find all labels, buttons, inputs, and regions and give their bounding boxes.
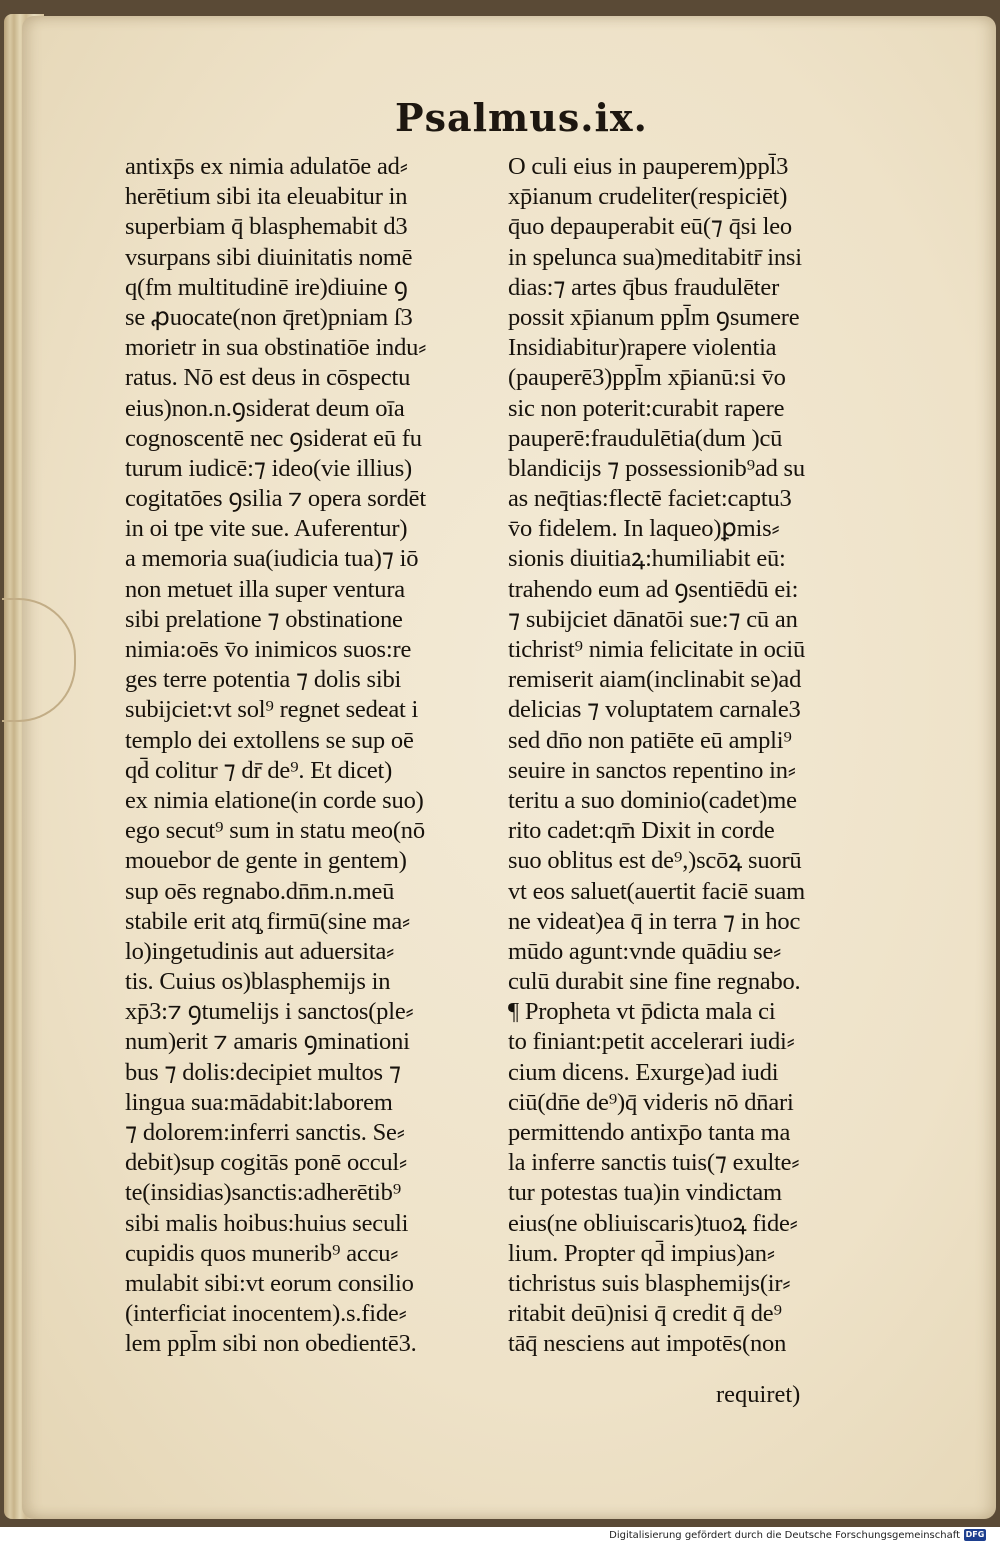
running-title: Psalmus.ix. [395,95,648,140]
text-line: eius)non.n.ꝯsiderat deum oīa [125,394,405,422]
text-line: sionis diuitiaꝝ:humiliabit eū: [508,545,786,573]
text-line: v̄o fidelem. In laqueo)ꝑmis⸗ [508,515,780,543]
text-line: q̄uo depauperabit eū(⁊ q̄si leo [508,213,792,241]
text-line: ¶ Propheta vt p̄dicta mala ci [508,998,776,1026]
text-line: antixp̄s ex nimia adulatōe ad⸗ [125,153,408,180]
right-text-column [508,152,888,1360]
text-line: la inferre sanctis tuis(⁊ exulte⸗ [508,1149,800,1177]
text-line: to finiant:petit accelerari iudi⸗ [508,1028,795,1056]
text-line: tis. Cuius os)blasphemijs in [125,968,391,996]
text-line: in spelunca sua)meditabitr̄ insi [508,243,802,271]
text-line: blandicijs ⁊ possessionib⁹ad su [508,454,805,482]
left-text-column [125,152,505,1360]
text-line: permittendo antixp̄o tanta ma [508,1119,791,1146]
text-line: ritabit deū)nisi q̄ credit q̄ de⁹ [508,1300,782,1328]
text-line: xp̄ianum crudeliter(respiciēt) [508,183,788,211]
text-line: num)erit ⁊ amaris ꝯminationi [125,1028,410,1056]
text-line: stabile erit atq̧ firmū(sine ma⸗ [125,907,410,935]
text-line: lem ppl̄m sibi non obedientē3. [125,1330,417,1358]
text-line: q(fm multitudinē ire)diuine ꝯ [125,273,408,301]
text-line: (interficiat inocentem).s.fide⸗ [125,1300,407,1328]
text-line: herētium sibi ita eleuabitur in [125,183,408,211]
text-line: lingua sua:mādabit:laborem [125,1088,393,1116]
text-line: mouebor de gente in gentem) [125,847,407,875]
catchword: requiret) [716,1381,801,1408]
text-line: dias:⁊ artes q̄bus fraudulēter [508,273,780,301]
text-line: O culi eius in pauperem)ppl̄3 [508,153,789,180]
text-line: cium dicens. Exurge)ad iudi [508,1058,779,1086]
text-line: turum iudicē:⁊ ideo(vie illius) [125,454,412,482]
text-line: tichrist⁹ nimia felicitate in ociū [508,636,806,663]
text-line: cupidis quos munerib⁹ accu⸗ [125,1239,399,1267]
text-line: delicias ⁊ voluptatem carnale3 [508,696,801,724]
text-line: se ꝓuocate(non q̄ret)pniam ſ3 [125,303,413,331]
text-line: ex nimia elatione(in corde suo) [125,786,424,814]
text-line: ciū(dn̄e de⁹)q̄ videris nō dn̄ari [508,1088,794,1116]
text-line: teritu a suo dominio(cadet)me [508,786,797,814]
text-line: trahendo eum ad ꝯsentiēdū ei: [508,575,799,603]
text-line: possit xp̄ianum ppl̄m ꝯsumere [508,303,800,331]
text-line: ego secut⁹ sum in statu meo(nō [125,817,425,845]
text-line: Insidiabitur)rapere violentia [508,334,777,362]
text-line: te(insidias)sanctis:adherētib⁹ [125,1179,402,1207]
text-line: qd̄ colitur ⁊ dr̄ de⁹. Et dicet) [125,756,393,784]
text-line: pauperē:fraudulētia(dum )cū [508,424,783,452]
text-line: (pauperē3)ppl̄m xp̄ianū:si v̄o [508,364,786,392]
text-line: debit)sup cogitās ponē occul⸗ [125,1149,407,1177]
text-line: mūdo agunt:vnde quādiu se⸗ [508,937,782,965]
text-line: ne videat)ea q̄ in terra ⁊ in hoc [508,907,801,935]
text-line: sup oēs regnabo.dn̄m.n.meū [125,877,395,905]
text-line: lo)ingetudinis aut aduersita⸗ [125,937,395,965]
dfg-logo: DFG [965,1530,985,1539]
text-line: bus ⁊ dolis:decipiet multos ⁊ [125,1058,401,1086]
text-line: nimia:oēs v̄o inimicos suos:re [125,636,412,663]
text-line: lium. Propter qd̄ impius)an⸗ [508,1239,775,1267]
text-line: vsurpans sibi diuinitatis nomē [125,243,413,271]
text-line: culū durabit sine fine regnabo. [508,968,801,996]
funding-credit: Digitalisierung gefördert durch die Deutsche Forschungsgemeinschaft [609,1530,960,1541]
text-line: non metuet illa super ventura [125,575,405,603]
text-line: mulabit sibi:vt eorum consilio [125,1269,414,1297]
text-line: rito cadet:qm̄ Dixit in corde [508,817,775,845]
text-line: subijciet:vt sol⁹ regnet sedeat i [125,696,419,724]
text-line: ratus. Nō est deus in cōspectu [125,364,411,392]
text-line: xp̄3:⁊ ꝯtumelijs i sanctos(ple⸗ [125,998,414,1026]
text-line: sibi prelatione ⁊ obstinatione [125,605,403,633]
text-line: as neq̄tias:flectē faciet:captu3 [508,485,792,513]
text-line: sic non poterit:curabit rapere [508,394,785,422]
text-line: cogitatōes ꝯsilia ⁊ opera sordēt [125,485,426,513]
text-line: superbiam q̄ blasphemabit d3 [125,213,408,241]
text-line: in oi tpe vite sue. Auferentur) [125,515,408,543]
text-line: a memoria sua(iudicia tua)⁊ iō [125,545,419,573]
text-line: sibi malis hoibus:huius seculi [125,1209,409,1237]
text-line: suo oblitus est de⁹,)scōꝝ suorū [508,847,802,875]
text-line: cognoscentē nec ꝯsiderat eū fu [125,424,422,452]
text-line: tāq̄ nesciens aut impotēs(non [508,1330,787,1358]
text-line: templo dei extollens se sup oē [125,726,414,754]
text-line: seuire in sanctos repentino in⸗ [508,756,796,784]
text-line: tichristus suis blasphemijs(ir⸗ [508,1269,791,1297]
text-line: ⁊ subijciet dānatōi sue:⁊ cū an [508,605,798,633]
text-line: remiserit aiam(inclinabit se)ad [508,666,802,694]
text-line: eius(ne obliuiscaris)tuoꝝ fide⸗ [508,1209,798,1237]
text-line: sed dn̄o non patiēte eū ampli⁹ [508,726,792,754]
text-line: vt eos saluet(auertit faciē suam [508,877,806,905]
text-line: ⁊ dolorem:inferri sanctis. Se⸗ [125,1119,405,1146]
text-line: ges terre potentia ⁊ dolis sibi [125,666,402,694]
text-line: morietr in sua obstinatiōe indu⸗ [125,334,427,362]
text-line: tur potestas tua)in vindictam [508,1179,782,1207]
